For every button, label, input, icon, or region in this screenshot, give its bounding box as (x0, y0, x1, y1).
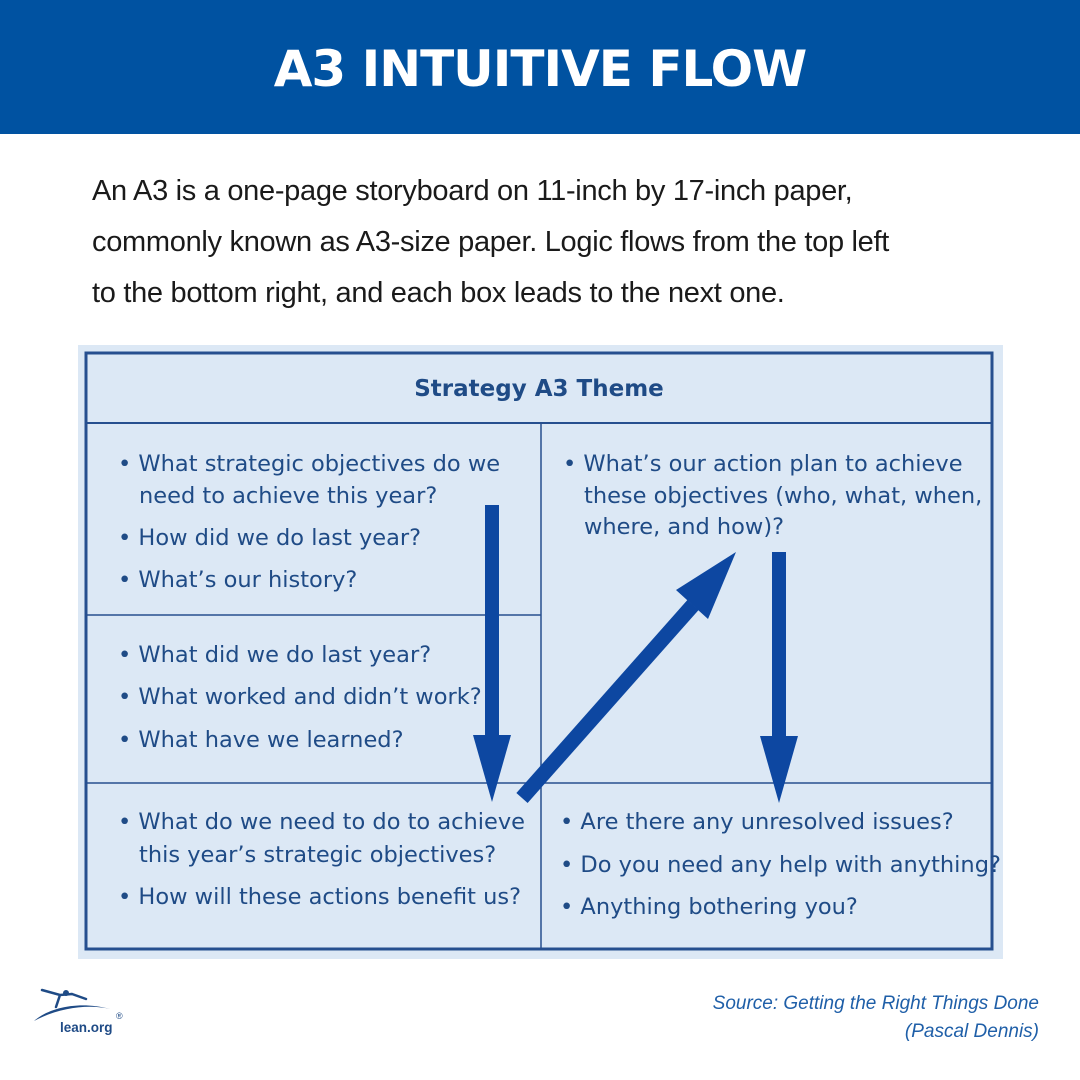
a3-bullet-text: • What did we do last year? (118, 642, 432, 668)
leaping-figure-icon (30, 985, 140, 1025)
page-title: A3 INTUITIVE FLOW (273, 40, 807, 98)
source-author: (Pascal Dennis) (904, 1021, 1039, 1042)
a3-bullet-text: • How did we do last year? (118, 525, 422, 551)
intro-line: An A3 is a one-page storyboard on 11-inch by 17-inch paper, (92, 175, 853, 207)
a3-bullet-text: these objectives (who, what, when, (584, 483, 983, 509)
a3-bullet-text: this year’s strategic objectives? (139, 842, 497, 868)
header-banner (0, 0, 1080, 134)
a3-bullet-text: need to achieve this year? (139, 483, 438, 509)
source-line: Source: Getting the Right Things Done (712, 993, 1039, 1014)
registered-mark: ® (116, 1011, 123, 1021)
a3-bullet-text: • Do you need any help with anything? (560, 852, 1001, 878)
logo-text: lean.org (60, 1020, 113, 1035)
a3-bullet-text: • What strategic objectives do we (118, 451, 501, 477)
a3-bullet-text: • Are there any unresolved issues? (560, 809, 954, 835)
intro-paragraph (92, 166, 1022, 319)
a3-bullet-text: • What have we learned? (118, 727, 404, 753)
a3-diagram-svg (78, 345, 1003, 959)
a3-bullet-text: • Anything bothering you? (560, 894, 858, 920)
intro-line: to the bottom right, and each box leads to the next one. (92, 277, 785, 309)
a3-bullet-text: • What’s our history? (118, 567, 358, 593)
a3-bullet-text: where, and how)? (584, 514, 785, 540)
a3-bullet-text: • What’s our action plan to achieve (563, 451, 963, 477)
source-citation (713, 990, 1039, 1046)
a3-bullet-text: • What worked and didn’t work? (118, 684, 482, 710)
a3-bullet-text: • What do we need to do to achieve (118, 809, 526, 835)
a3-theme-title: Strategy A3 Theme (414, 376, 664, 402)
lean-org-logo[interactable] (30, 985, 140, 1055)
intro-line: commonly known as A3-size paper. Logic flows from the top left (92, 226, 890, 258)
a3-diagram (78, 345, 1003, 959)
a3-bullet-text: • How will these actions benefit us? (118, 884, 522, 910)
